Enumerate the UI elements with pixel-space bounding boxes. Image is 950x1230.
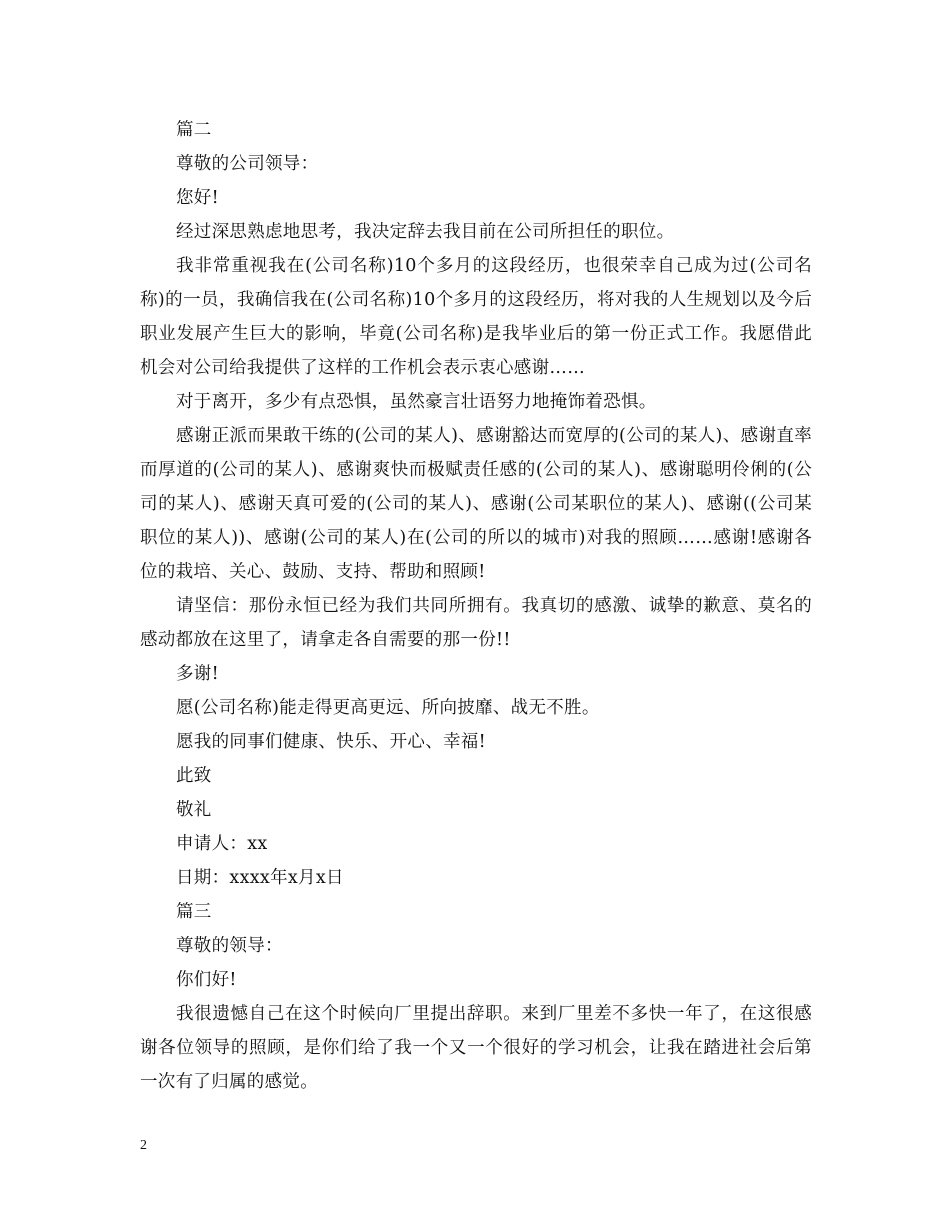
- applicant-line: 申请人：xx: [176, 834, 268, 854]
- body-paragraph: 对于离开，多少有点恐惧，虽然豪言壮语努力地掩饰着恐惧。: [176, 392, 657, 412]
- salutation: 尊敬的公司领导：: [176, 154, 319, 174]
- body-paragraph: 多谢!: [176, 664, 219, 684]
- body-paragraph: 愿我的同事们健康、快乐、开心、幸福!: [176, 732, 486, 752]
- body-paragraph: 感谢正派而果敢干练的(公司的某人)、感谢豁达而宽厚的(公司的某人)、感谢直率而厚道的(公司的某人)、感谢爽快而极赋责任感的(公司的某人)、感谢聪明伶俐的(公司的某人)、感谢天真可爱的(公司的某人)、感谢(公司某职位的某人)、感谢((公司某职位的某人))、感谢(公司的某人)在(公司的所以的城市)对我的照顾……感谢!感谢各位的栽培、关心、鼓励、支持、帮助和照顾!: [140, 426, 812, 582]
- body-paragraph: 请坚信：那份永恒已经为我们共同所拥有。我真切的感激、诚挚的歉意、莫名的感动都放在这里了，请拿走各自需要的那一份!!: [140, 596, 812, 650]
- section-heading: 篇三: [176, 902, 212, 922]
- body-paragraph: 我非常重视我在(公司名称)10个多月的这段经历，也很荣幸自己成为过(公司名称)的一员，我确信我在(公司名称)10个多月的这段经历，将对我的人生规划以及今后职业发展产生巨大的影响，毕竟(公司名称)是我毕业后的第一份正式工作。我愿借此机会对公司给我提供了这样的工作机会表示衷心感谢……: [140, 256, 812, 378]
- document-body: [140, 113, 812, 1099]
- date-line: 日期：xxxx年x月x日: [176, 868, 344, 888]
- closing: 此致: [176, 766, 212, 786]
- page-number: 2: [140, 1138, 147, 1153]
- greeting: 你们好!: [176, 970, 237, 990]
- body-paragraph: 愿(公司名称)能走得更高更远、所向披靡、战无不胜。: [176, 698, 600, 718]
- body-paragraph: 经过深思熟虑地思考，我决定辞去我目前在公司所担任的职位。: [176, 222, 675, 242]
- body-paragraph: 我很遗憾自己在这个时候向厂里提出辞职。来到厂里差不多快一年了，在这很感谢各位领导的照顾，是你们给了我一个又一个很好的学习机会，让我在踏进社会后第一次有了归属的感觉。: [140, 1004, 812, 1092]
- closing: 敬礼: [176, 800, 212, 820]
- section-heading: 篇二: [176, 120, 212, 140]
- salutation: 尊敬的领导：: [176, 936, 283, 956]
- greeting: 您好!: [176, 188, 219, 208]
